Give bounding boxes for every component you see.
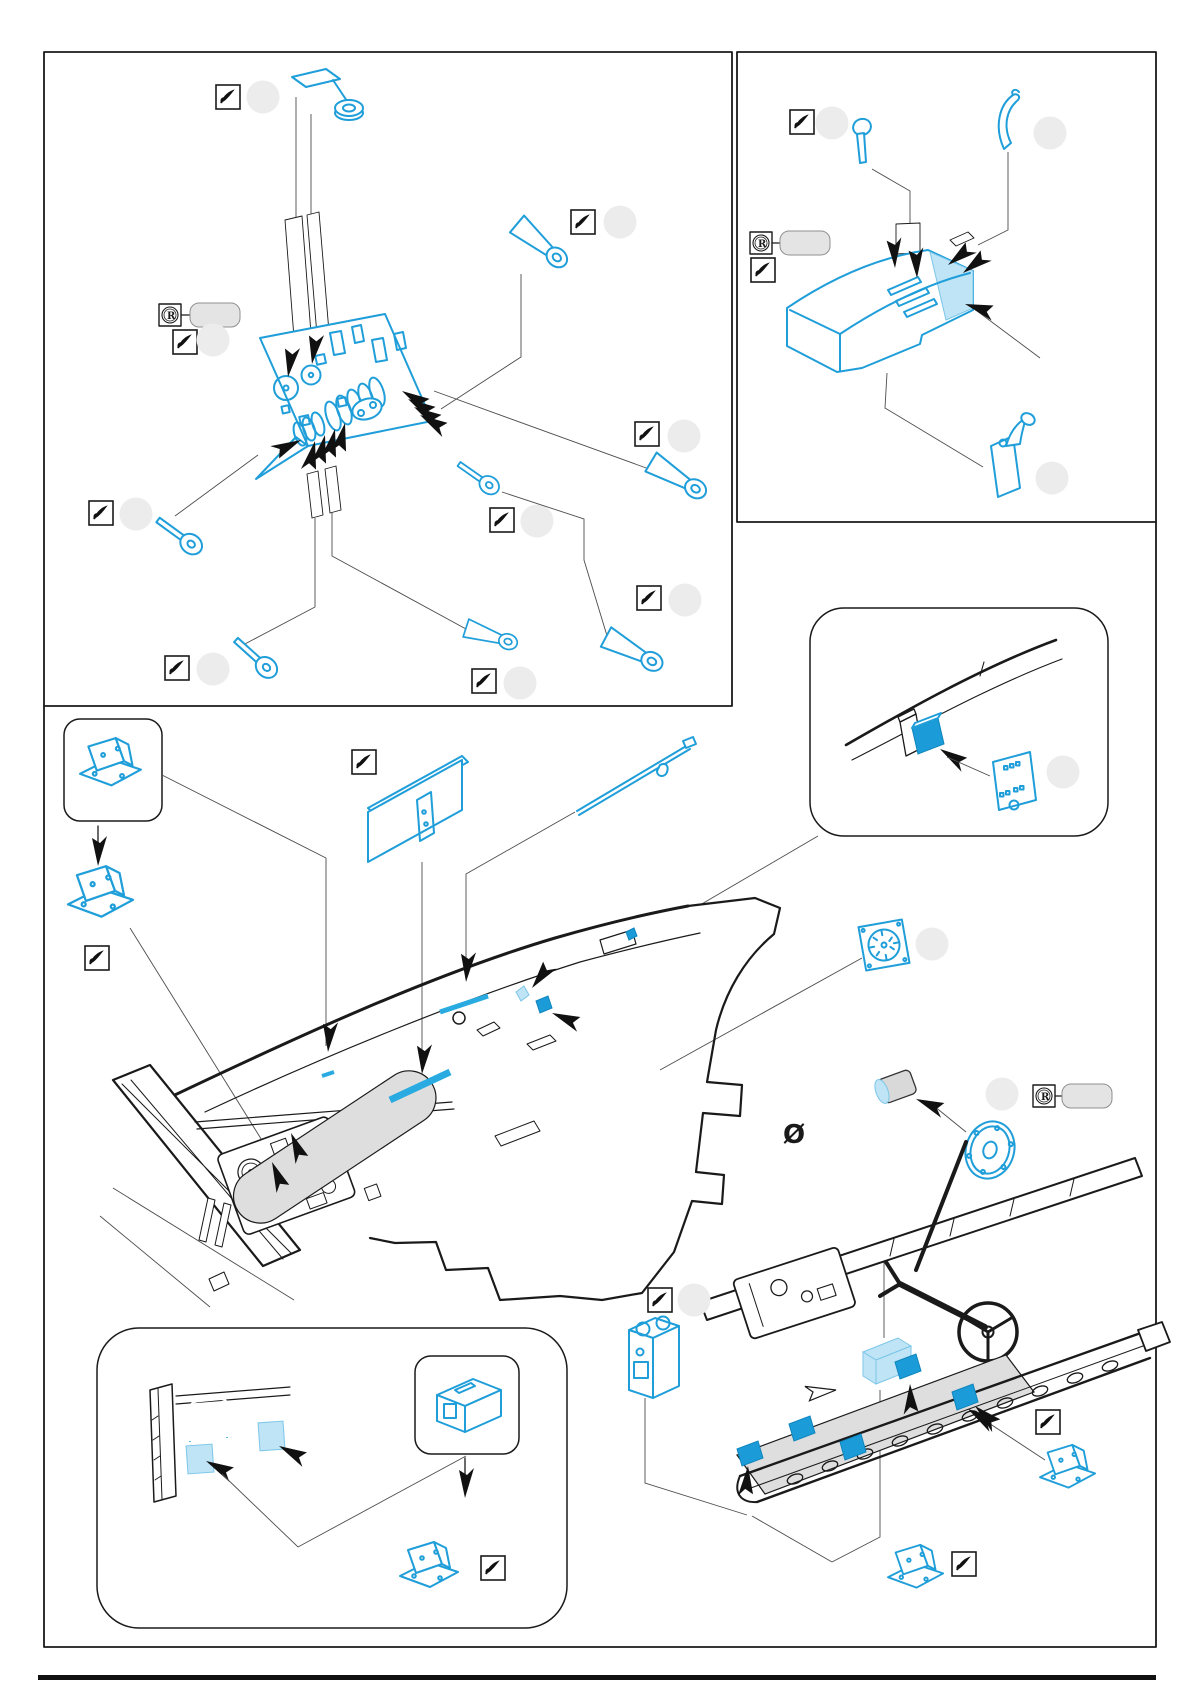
- pe-placard: [993, 752, 1036, 810]
- bend-marker: [490, 508, 514, 532]
- part-number-placeholder: [678, 1284, 711, 1317]
- bend-marker: [790, 110, 814, 134]
- assembly-arrow: [913, 1093, 946, 1117]
- cockpit-side-inset: [97, 1328, 567, 1628]
- pe-bracket: [80, 738, 141, 785]
- pe-cover-panel: [787, 250, 973, 372]
- pe-strip: [577, 737, 696, 815]
- pe-crescent-part: [999, 90, 1019, 149]
- bend-marker: [1036, 1410, 1060, 1434]
- diameter-symbol: Ø: [783, 1120, 806, 1150]
- kit-sidewall-assembly: [700, 1142, 1170, 1502]
- assembly-arrow: [459, 1468, 474, 1498]
- bend-marker: [481, 1556, 505, 1580]
- part-number-placeholder: [247, 81, 280, 114]
- pe-rod-lever: [152, 512, 206, 558]
- pe-gauge-plate: [859, 920, 910, 971]
- pe-light-square: [258, 1421, 285, 1451]
- registered-letter: R: [1041, 1092, 1050, 1103]
- pe-disc-flange: [958, 1115, 1022, 1185]
- registered-letter: R: [167, 311, 176, 322]
- registered-marker: [750, 232, 780, 254]
- bend-marker: [751, 258, 775, 282]
- part-number-placeholder: [1036, 462, 1069, 495]
- pe-bracket: [888, 1545, 943, 1588]
- part-number-placeholder: [668, 420, 701, 453]
- bend-marker: [173, 330, 197, 354]
- registered-marker: [1033, 1085, 1062, 1107]
- bottom-step: [64, 608, 1170, 1628]
- bend-marker: [472, 669, 496, 693]
- canopy-detail-inset: [810, 608, 1108, 836]
- film-strip: [950, 232, 974, 246]
- bend-marker: [165, 656, 189, 680]
- pe-knob-lever: [851, 116, 873, 163]
- redacted-label: [1062, 1084, 1112, 1108]
- top-right-step: [750, 90, 1069, 497]
- kit-fuselage-interior: [100, 898, 780, 1307]
- footer-rule: [38, 1675, 1156, 1680]
- pe-funnel-lever: [510, 216, 572, 273]
- part-number-placeholder: [197, 324, 230, 357]
- bend-marker: [637, 586, 661, 610]
- assembly-arrow: [936, 744, 969, 772]
- pe-funnel-lever: [601, 627, 667, 676]
- part-number-placeholder: [669, 584, 702, 617]
- pe-small-parts: [322, 986, 552, 1076]
- pe-toolbox: [437, 1379, 501, 1432]
- assembly-arrow: [92, 836, 107, 866]
- part-number-placeholder: [1047, 756, 1080, 789]
- bend-marker: [216, 85, 240, 109]
- part-number-placeholder: [1034, 117, 1067, 150]
- pe-seat-part: [991, 411, 1037, 497]
- pe-crank-lever: [292, 69, 363, 120]
- pe-rod-lever: [454, 457, 503, 498]
- part-number-placeholder: [916, 928, 949, 961]
- pe-bracket: [68, 866, 133, 916]
- part-number-placeholder: [120, 498, 153, 531]
- bend-marker: [89, 501, 113, 525]
- pe-box-with-holes: [629, 1317, 679, 1399]
- part-number-placeholder: [197, 653, 230, 686]
- part-number-placeholder: [986, 1078, 1019, 1111]
- part-number-placeholder: [521, 505, 554, 538]
- panel-frames: [38, 52, 1156, 1680]
- part-number-placeholder: [504, 667, 537, 700]
- pe-funnel-lever: [463, 619, 520, 653]
- pe-bracket: [400, 1542, 458, 1587]
- film-strip: [896, 223, 920, 254]
- redacted-label: [190, 303, 240, 327]
- part-number-placeholder: [816, 107, 849, 140]
- bend-marker: [648, 1288, 672, 1312]
- pe-light-square: [186, 1444, 214, 1474]
- pe-funnel-lever: [645, 453, 710, 504]
- registered-letter: R: [758, 239, 767, 250]
- kit-console-block: [732, 1247, 856, 1340]
- bend-marker: [952, 1552, 976, 1576]
- part-number-placeholder: [604, 206, 637, 239]
- bend-marker: [635, 422, 659, 446]
- redacted-label: [780, 231, 830, 255]
- pe-bracket: [1040, 1445, 1095, 1488]
- top-left-step: [89, 69, 711, 700]
- kit-cylinder-part: [872, 1068, 917, 1105]
- bend-marker: [85, 946, 109, 970]
- bend-marker: [352, 750, 376, 774]
- pe-box-panel: [368, 756, 468, 862]
- pe-handle: [190, 1399, 227, 1441]
- connector-lines: [175, 97, 649, 645]
- registered-marker: [159, 304, 190, 326]
- bend-marker: [571, 210, 595, 234]
- pe-rod-lever: [230, 633, 282, 682]
